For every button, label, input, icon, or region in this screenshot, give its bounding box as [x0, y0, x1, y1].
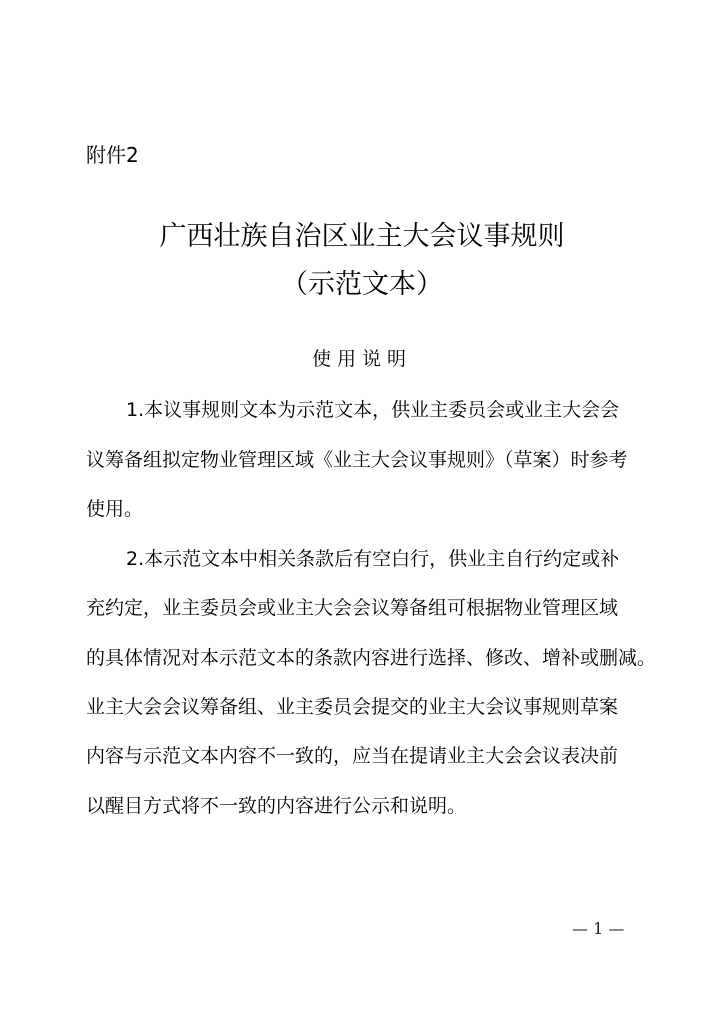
- document-title-line-1: 广西壮族自治区业主大会议事规则: [159, 221, 565, 252]
- paragraph-2-line-4: 业主大会会议筹备组、业主委员会提交的业主大会议事规则草案: [86, 696, 619, 718]
- paragraph-2-line-5: 内容与示范文本内容不一致的，应当在提请业主大会会议表决前: [86, 745, 619, 767]
- paragraph-1-line-2: 议筹备组拟定物业管理区域《业主大会议事规则》（草案）时参考: [86, 449, 628, 471]
- document-title-line-2: （示范文本）: [281, 269, 443, 300]
- paragraph-2-line-6: 以醒目方式将不一致的内容进行公示和说明。: [86, 795, 467, 817]
- paragraph-1-line-3: 使用。: [86, 498, 144, 520]
- paragraph-2-line-2: 充约定，业主委员会或业主大会会议筹备组可根据物业管理区域: [86, 597, 619, 619]
- attachment-label: 附件2: [86, 143, 139, 167]
- page-number: — 1 —: [572, 919, 625, 938]
- paragraph-2-line-3: 的具体情况对本示范文本的条款内容进行选择、修改、增补或删减。: [86, 647, 657, 669]
- paragraph-1-line-1: 1.本议事规则文本为示范文本，供业主委员会或业主大会会: [126, 399, 620, 421]
- paragraph-2-line-1: 2.本示范文本中相关条款后有空白行，供业主自行约定或补: [126, 548, 620, 570]
- instructions-heading: 使用说明: [311, 348, 412, 370]
